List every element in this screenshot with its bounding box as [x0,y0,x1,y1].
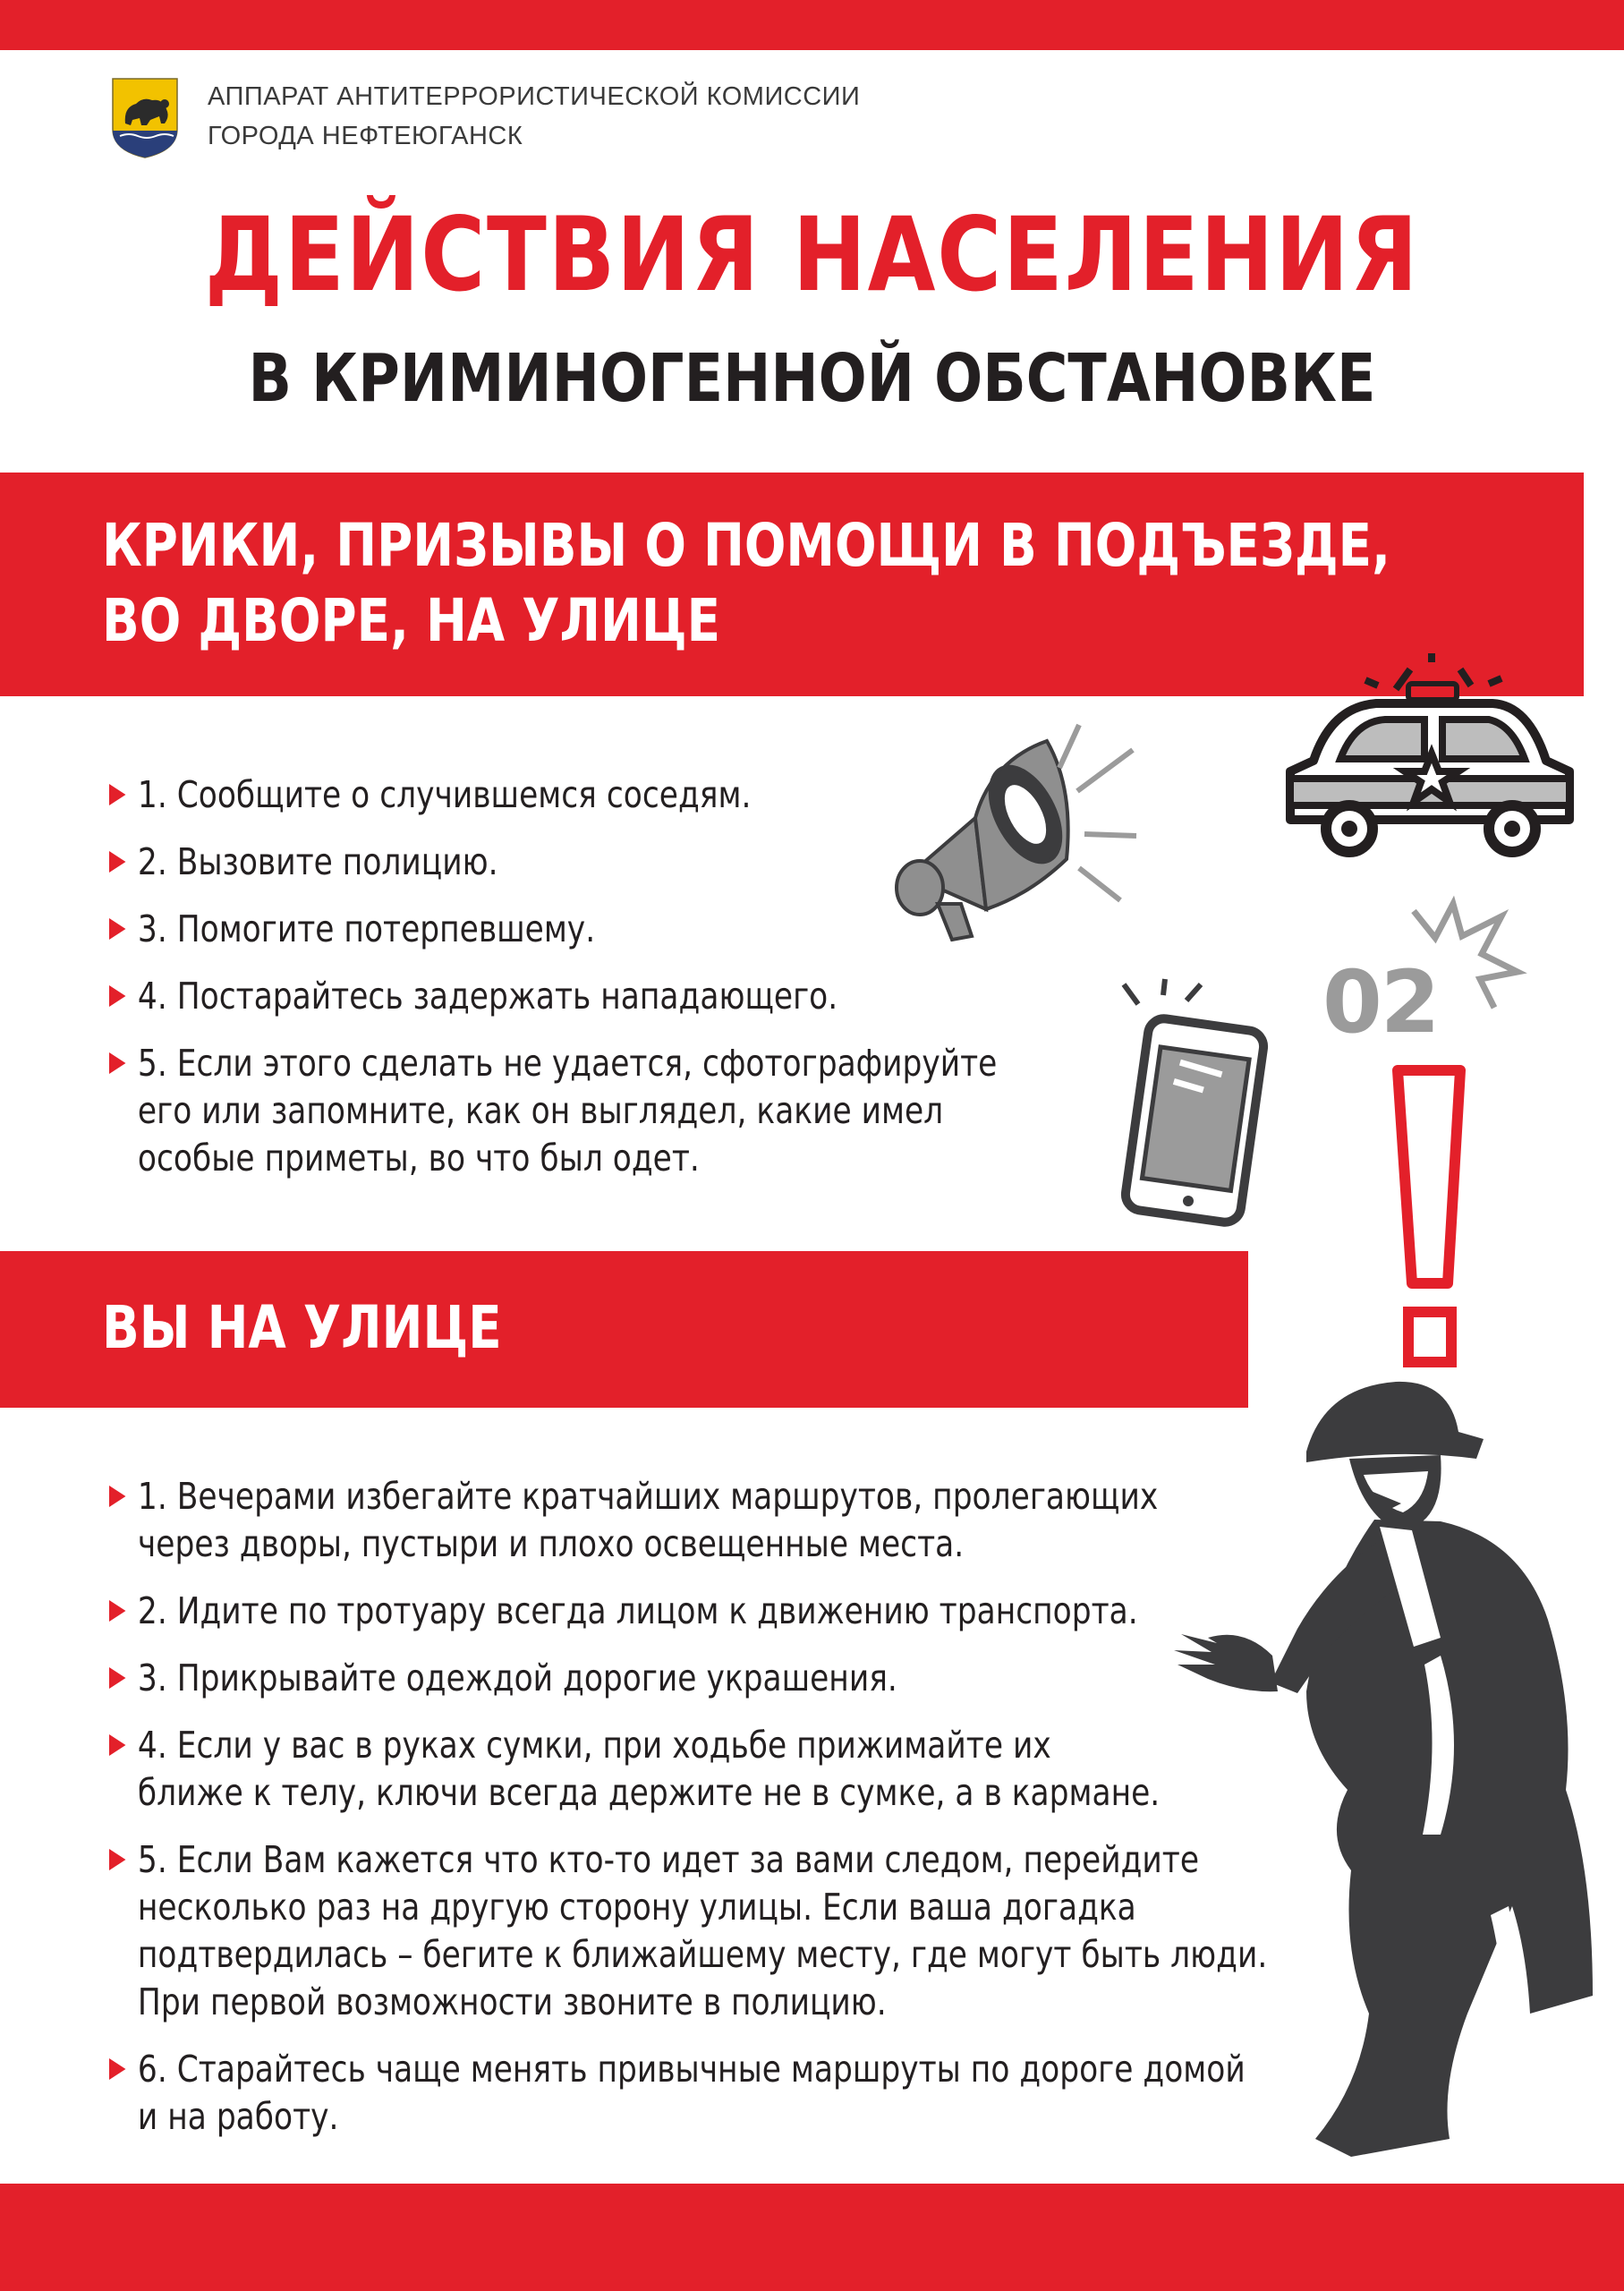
list-item: 3. Помогите потерпевшему. [109,906,1460,953]
top-red-bar [0,0,1624,50]
section-1-heading-line-1: КРИКИ, ПРИЗЫВЫ О ПОМОЩИ В ПОДЪЕЗДЕ, [102,511,1390,580]
list-item: 4. Если у вас в руках сумки, при ходьбе прижимайте их ближе к телу, ключи всегда держите не в сумке, а в кармане. [109,1722,1460,1817]
organization-name-line-1: АППАРАТ АНТИТЕРРОРИСТИЧЕСКОЙ КОМИССИИ [208,82,861,111]
section-2-heading-band [0,1251,1248,1408]
list-item: 2. Вызовите полицию. [109,839,1460,886]
page-subtitle: В КРИМИНОГЕННОЙ ОБСТАНОВКЕ [248,340,1376,417]
list-item: 1. Вечерами избегайте кратчайших маршрутов, пролегающих через дворы, пустыри и плохо освещенные места. [109,1473,1460,1568]
list-item: 6. Старайтесь чаще менять привычные маршруты по дороге домой и на работу. [109,2046,1460,2141]
list-item: 4. Постарайтесь задержать нападающего. [109,973,1460,1020]
section-1-heading-line-2: ВО ДВОРЕ, НА УЛИЦЕ [102,586,721,655]
section-1-heading [102,508,1390,659]
mobile-phone-icon [1118,979,1271,1221]
city-emblem-icon [111,77,179,159]
list-item: 1. Сообщите о случившемся соседям. [109,771,1460,819]
exclamation-mark-icon [1392,1065,1466,1369]
list-item: 2. Идите по тротуару всегда лицом к движению транспорта. [109,1588,1460,1635]
section-2-heading: ВЫ НА УЛИЦЕ [102,1293,502,1362]
bottom-red-bar [0,2184,1624,2291]
page-title: ДЕЙСТВИЯ НАСЕЛЕНИЯ [204,195,1420,314]
list-item: 5. Если этого сделать не удается, сфотографируйте его или запомните, как он выглядел, какие имел особые приметы, во что был одет. [109,1040,1460,1182]
section-2-list [109,1473,1433,2160]
organization-name-line-2: ГОРОДА НЕФТЕЮГАНСК [208,122,523,150]
list-item: 5. Если Вам кажется что кто-то идет за вами следом, перейдите несколько раз на другую сторону улицы. Если ваша догадка подтвердилась – бегите к ближайшему месту, где могут быть люди. При первой возможности звоните в полицию. [109,1836,1460,2026]
megaphone-icon [868,725,1136,958]
emergency-number: 02 [1322,952,1439,1052]
police-car-icon [1278,653,1582,868]
list-item: 3. Прикрывайте одеждой дорогие украшения. [109,1655,1460,1702]
